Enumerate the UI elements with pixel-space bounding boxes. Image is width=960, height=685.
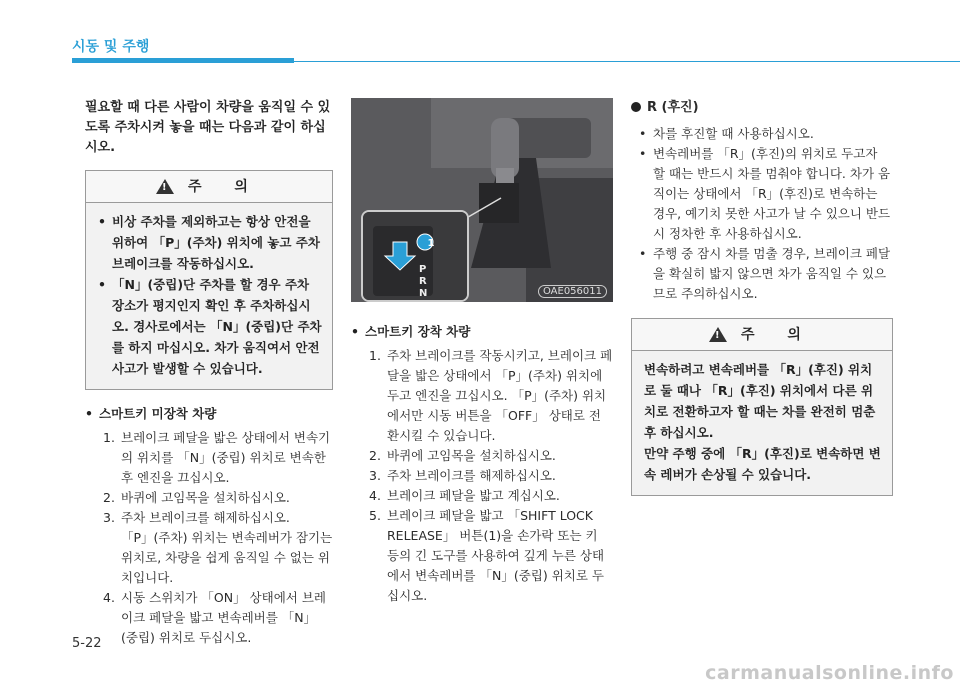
section-heading: • 스마트키 미장착 차량 xyxy=(85,404,333,424)
section-title: 시동 및 주행 xyxy=(72,39,150,55)
gear-letter: R xyxy=(419,276,427,287)
list-item-note: 「P」(주차) 위치는 변속레버가 잠기는 위치로, 차량을 쉽게 움직일 수 없는 위치입니다. xyxy=(121,530,333,585)
gear-letter: P xyxy=(419,264,427,275)
caution-paragraph: 변속하려고 변속레버를 「R」(후진) 위치로 둘 때나 「R」(후진) 위치에서 다른 위치로 전환하고자 할 때는 차를 완전히 멈춘 후 하십시오. xyxy=(644,362,876,440)
middle-column xyxy=(351,322,613,606)
gear-letter: N xyxy=(419,288,428,299)
caution-item: • 비상 주차를 제외하고는 항상 안전을 위하여 「P」(주차) 위치에 놓고 주차 브레이크를 작동하십시오. xyxy=(98,211,322,274)
list-item: 3. 주차 브레이크를 해제하십시오. xyxy=(103,510,290,525)
page-number: 5-22 xyxy=(72,636,102,651)
header-rule-thin xyxy=(294,61,960,62)
list-item: 1. 주차 브레이크를 작동시키고, 브레이크 페달을 밟은 상태에서 「P」(주차) 위치에 두고 엔진을 끄십시오. 「P」(주차) 위치에서만 시동 버튼을 「OFF」 상태로 전환시킬 수 있습니다. xyxy=(369,348,613,443)
warning-triangle-icon xyxy=(156,179,174,194)
caution-header xyxy=(632,319,892,351)
list-item: 2. 바퀴에 고임목을 설치하십시오. xyxy=(369,448,556,463)
no-smartkey-section xyxy=(85,404,333,648)
bullet-dot-icon xyxy=(631,102,641,112)
left-column xyxy=(85,98,333,648)
list-item: • 차를 후진할 때 사용하십시오. xyxy=(639,124,893,144)
section-heading: • 스마트키 장착 차량 xyxy=(351,322,613,342)
caution-title: 주 의 xyxy=(741,326,815,343)
list-item: 1. 브레이크 페달을 밟은 상태에서 변속기의 위치를 「N」(중립) 위치로 변속한 후 엔진을 끄십시오. xyxy=(103,430,331,485)
warning-triangle-icon xyxy=(709,327,727,342)
caution-body xyxy=(86,203,332,389)
caution-body xyxy=(632,351,892,495)
list-item: 3. 주차 브레이크를 해제하십시오. xyxy=(369,468,556,483)
header-rule-thick xyxy=(72,58,294,63)
shift-lock-inset xyxy=(361,210,469,302)
list-item: • 주행 중 잠시 차를 멈출 경우, 브레이크 페달을 확실히 밟지 않으면 차가 움직일 수 있으므로 주의하십시오. xyxy=(639,244,893,304)
list-item: 4. 브레이크 페달을 밟고 계십시오. xyxy=(369,488,560,503)
list-item: • 변속레버를 「R」(후진)의 위치로 두고자 할 때는 반드시 차를 멈춰야 합니다. 차가 움직이는 상태에서 「R」(후진)로 변속하는 경우, 예기치 못한 사고가 날 수 있으니 반드시 정차한 후 사용하십시오. xyxy=(639,144,893,244)
caution-box-right xyxy=(631,318,893,496)
right-column xyxy=(631,98,893,496)
caution-paragraph: 만약 주행 중에 「R」(후진)로 변속하면 변속 레버가 손상될 수 있습니다. xyxy=(644,446,881,482)
caution-header xyxy=(86,171,332,203)
list-item: 4. 시동 스위치가 「ON」 상태에서 브레이크 페달을 밟고 변속레버를 「N」(중립) 위치로 두십시오. xyxy=(103,590,326,645)
intro-text: 필요할 때 다른 사람이 차량을 움직일 수 있도록 주차시켜 놓을 때는 다음과 같이 하십시오. xyxy=(85,100,331,155)
gear-shift-photo xyxy=(351,98,613,302)
watermark: carmanualsonline.info xyxy=(705,662,954,684)
list-item: 2. 바퀴에 고임목을 설치하십시오. xyxy=(103,490,290,505)
list-item: 5. 브레이크 페달을 밟고 「SHIFT LOCK RELEASE」 버튼(1)을 손가락 또는 키 등의 긴 도구를 사용하여 깊게 누른 상태에서 변속레버를 「N」(중립) 위치로 두십시오. xyxy=(369,508,605,603)
caution-title: 주 의 xyxy=(188,178,262,195)
reverse-heading: R (후진) xyxy=(631,98,893,118)
photo-code: OAE056011 xyxy=(538,285,607,298)
caution-item: • 「N」(중립)단 주차를 할 경우 주차 장소가 평지인지 확인 후 주차하십시오. 경사로에서는 「N」(중립)단 주차를 하지 마십시오. 차가 움직여서 안전사고가 발생할 수 있습니다. xyxy=(98,274,322,379)
caution-box-left xyxy=(85,170,333,390)
callout-number: 1 xyxy=(427,238,435,249)
